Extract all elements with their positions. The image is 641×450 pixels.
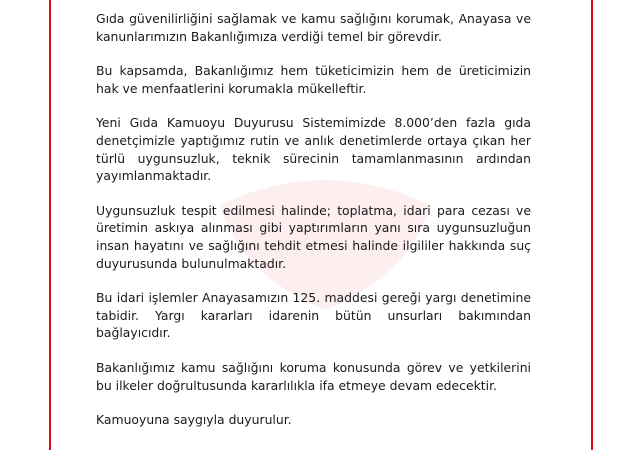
announcement-body (96, 10, 531, 429)
paragraph-3: Yeni Gıda Kamuoyu Duyurusu Sistemimizde 8.000’den fazla gıda denetçimizle yaptığımız rutin ve anlık denetimlerde ortaya çıkan her türlü uygunsuzluk, teknik sürecinin tamamlanmasının ardından yayımlanmaktadır. (96, 115, 531, 184)
left-border-line (49, 0, 51, 450)
right-border-line (591, 0, 593, 450)
paragraph-1: Gıda güvenilirliğini sağlamak ve kamu sağlığını korumak, Anayasa ve kanunlarımızın Bakanlığımıza verdiği temel bir görevdir. (96, 11, 531, 44)
paragraph-2: Bu kapsamda, Bakanlığımız hem tüketicimizin hem de üreticimizin hak ve menfaatlerini korumakla mükelleftir. (96, 63, 531, 96)
paragraph-6: Bakanlığımız kamu sağlığını koruma konusunda görev ve yetkilerini bu ilkeler doğrultusunda kararlılıkla ifa etmeye devam edecektir. (96, 359, 531, 393)
closing-line: Kamuoyuna saygıyla duyurulur. (96, 412, 292, 428)
paragraph-4: Uygunsuzluk tespit edilmesi halinde; toplatma, idari para cezası ve üretimin askıya alınması gibi yaptırımların yanı sıra uygunsuzluğun insan hayatını ve sağlığını tehdit etmesi halinde ilgililer hakkında suç duyurusunda bulunulmaktadır. (96, 202, 531, 271)
paragraph-5: Bu idari işlemler Anayasamızın 125. maddesi gereği yargı denetimine tabidir. Yargı kararları idarenin bütün unsurları bakımından bağlayıcıdır. (96, 290, 531, 341)
